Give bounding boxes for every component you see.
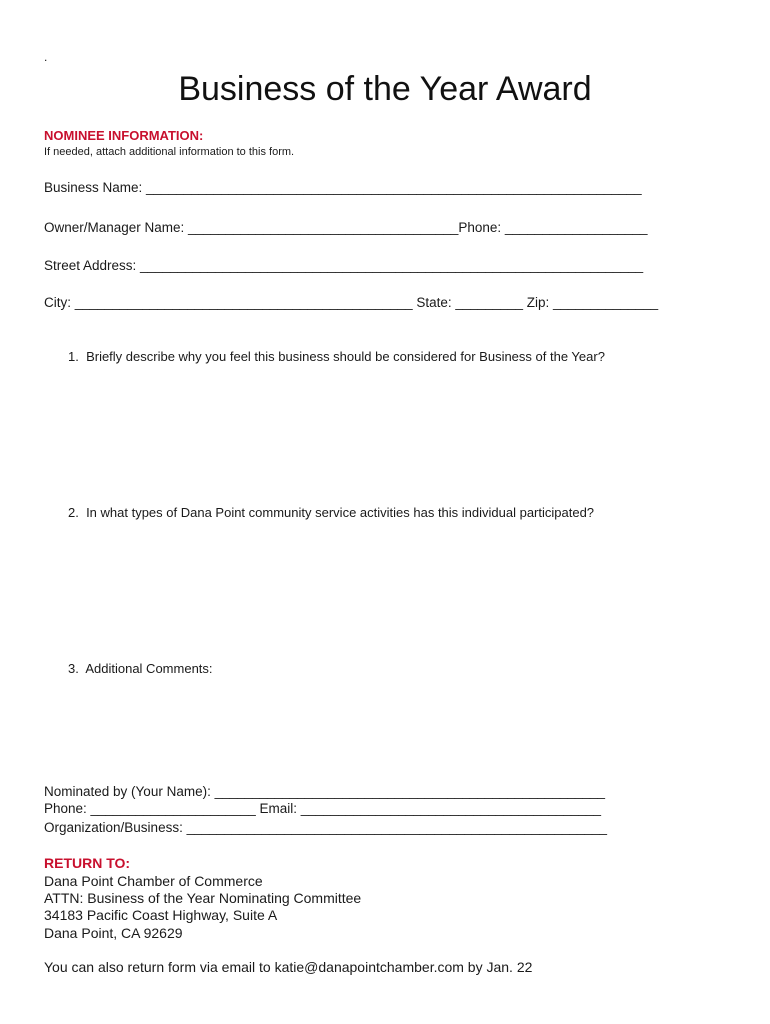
question-3: 3. Additional Comments:	[68, 661, 213, 676]
business-name-field[interactable]: Business Name: __________________________________________________________________	[44, 180, 642, 195]
nominee-section-heading: NOMINEE INFORMATION:	[44, 128, 204, 143]
return-address-line-2: ATTN: Business of the Year Nominating Committee	[44, 890, 362, 906]
attachment-note: If needed, attach additional information to this form.	[44, 146, 295, 158]
nominator-phone-email-field[interactable]: Phone: ______________________ Email: ________________________________________	[44, 801, 602, 816]
return-heading: RETURN TO:	[44, 855, 131, 871]
nominator-name-field[interactable]: Nominated by (Your Name): ____________________________________________________	[44, 784, 605, 799]
return-address-line-3: 34183 Pacific Coast Highway, Suite A	[44, 907, 278, 923]
street-address-field[interactable]: Street Address: ___________________________________________________________________	[44, 258, 644, 273]
return-address-line-4: Dana Point, CA 92629	[44, 925, 183, 941]
return-address-line-1: Dana Point Chamber of Commerce	[44, 873, 263, 889]
page-dot: .	[44, 50, 48, 64]
owner-phone-field[interactable]: Owner/Manager Name: ____________________________________Phone: ___________________	[44, 220, 648, 235]
page-title: Business of the Year Award	[178, 70, 592, 108]
city-state-zip-field[interactable]: City: _____________________________________________ State: _________ Zip: ______________	[44, 295, 659, 310]
organization-field[interactable]: Organization/Business: ________________________________________________________	[44, 820, 608, 835]
email-return-note: You can also return form via email to katie@danapointchamber.com by Jan. 22	[44, 959, 533, 975]
question-2: 2. In what types of Dana Point community service activities has this individual participated?	[68, 505, 595, 520]
question-1: 1. Briefly describe why you feel this business should be considered for Business of the Year?	[68, 349, 605, 364]
